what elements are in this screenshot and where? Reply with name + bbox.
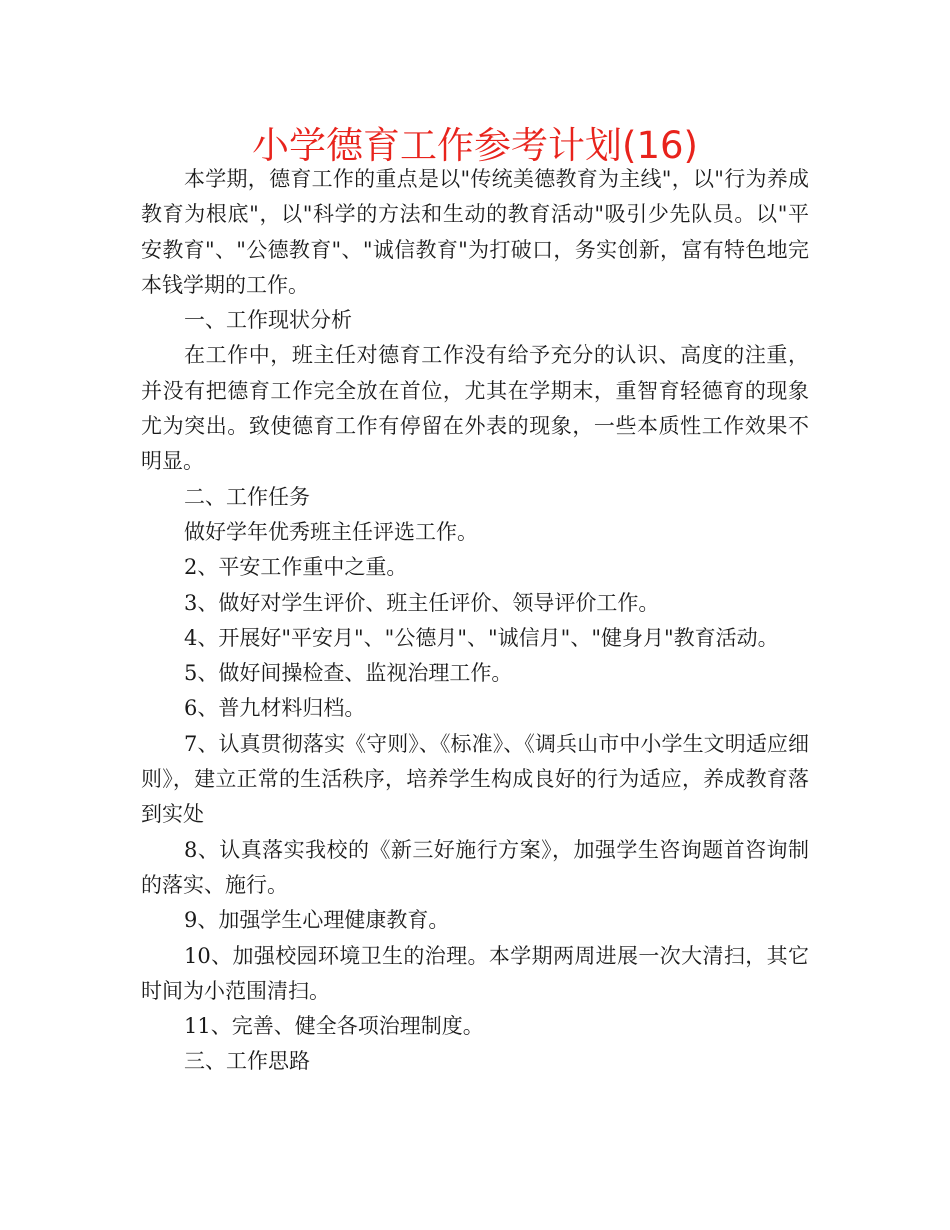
paragraph-status: 在工作中，班主任对德育工作没有给予充分的认识、高度的注重，并没有把德育工作完全放在首位，尤其在学期末，重智育轻德育的现象尤为突出。致使德育工作有停留在外表的现象，一些本质性工作效果不明显。 xyxy=(141,343,809,474)
section-heading-tasks: 二、工作任务 xyxy=(184,484,310,509)
list-item: 9、加强学生心理健康教育。 xyxy=(184,908,450,933)
list-item: 2、平安工作重中之重。 xyxy=(184,555,408,580)
list-item: 8、认真落实我校的《新三好施行方案》，加强学生咨询题首咨询制的落实、施行。 xyxy=(141,837,809,897)
list-item: 5、做好间操检查、监视治理工作。 xyxy=(184,661,513,686)
document-body xyxy=(141,162,809,1080)
list-item: 6、普九材料归档。 xyxy=(184,696,366,721)
list-item: 做好学年优秀班主任评选工作。 xyxy=(184,519,478,544)
list-item: 11、完善、健全各项治理制度。 xyxy=(184,1014,484,1039)
document-title: 小学德育工作参考计划(16) xyxy=(252,124,698,167)
list-item: 10、加强校园环境卫生的治理。本学期两周进展一次大清扫，其它时间为小范围清扫。 xyxy=(141,943,809,1003)
section-heading-approach: 三、工作思路 xyxy=(184,1049,310,1074)
list-item: 7、认真贯彻落实《守则》、《标准》、《调兵山市中小学生文明适应细则》，建立正常的生活秩序，培养学生构成良好的行为适应，养成教育落到实处 xyxy=(141,731,809,827)
list-item: 4、开展好"平安月"、"公德月"、"诚信月"、"健身月"教育活动。 xyxy=(184,625,779,650)
paragraph-intro: 本学期，德育工作的重点是以"传统美德教育为主线"，以"行为养成教育为根底"，以"科学的方法和生动的教育活动"吸引少先队员。以"平安教育"、"公德教育"、"诚信教育"为打破口，务实创新，富有特色地完本钱学期的工作。 xyxy=(141,167,809,297)
list-item: 3、做好对学生评价、班主任评价、领导评价工作。 xyxy=(184,590,660,615)
section-heading-status: 一、工作现状分析 xyxy=(184,308,352,333)
